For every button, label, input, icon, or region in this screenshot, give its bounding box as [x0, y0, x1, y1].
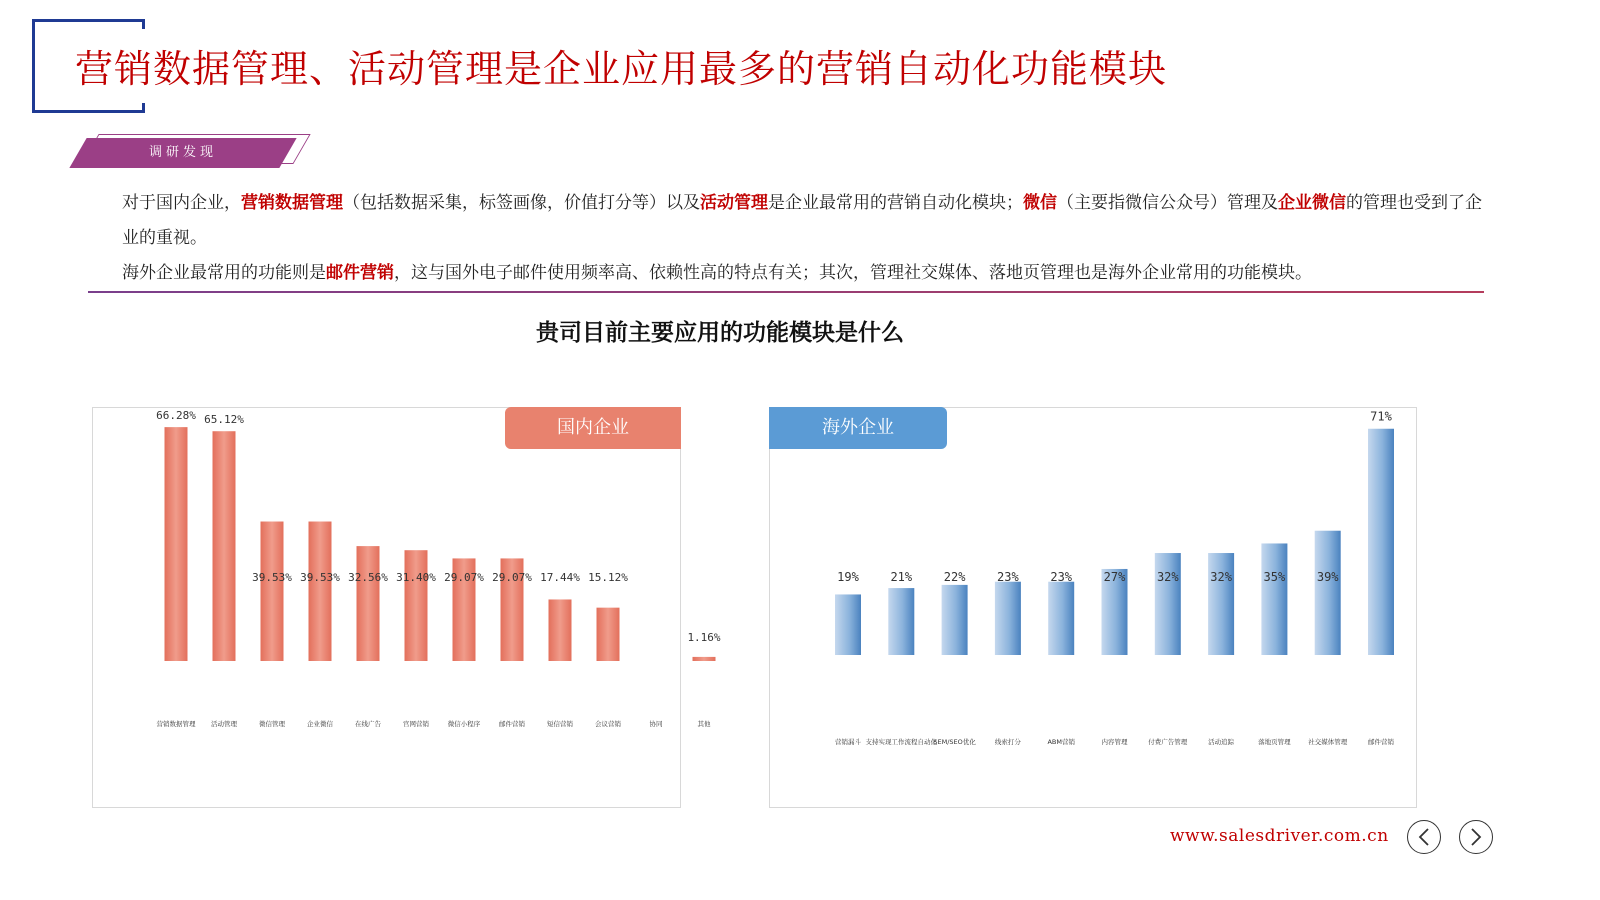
bar-9 — [597, 608, 620, 661]
category-label-0: 营销数据管理 — [156, 720, 196, 728]
data-label-8: 17.44% — [540, 571, 580, 584]
category-label-9: 会议营销 — [595, 720, 621, 728]
category-label-8: 短信营销 — [547, 720, 573, 728]
data-label-2: 39.53% — [252, 571, 292, 584]
data-label-10: 71% — [1370, 409, 1392, 424]
data-label-7: 29.07% — [492, 571, 532, 584]
bar-6 — [1155, 553, 1181, 655]
survey-question: 贵司目前主要应用的功能模块是什么 — [536, 319, 904, 346]
data-label-9: 15.12% — [588, 571, 628, 584]
bar-10 — [1368, 429, 1394, 655]
data-label-5: 31.40% — [396, 571, 436, 584]
category-label-0: 营销漏斗 — [835, 738, 861, 746]
category-label-8: 落地页管理 — [1258, 738, 1291, 746]
data-label-9: 39% — [1316, 570, 1339, 584]
category-label-2: SEM/SEO优化 — [933, 738, 976, 746]
bar-4 — [1048, 582, 1074, 655]
domestic-bar-chart — [93, 408, 721, 809]
intro-text — [122, 186, 1487, 291]
findings-tag — [78, 134, 308, 168]
highlight-wechat: 微信 — [1023, 193, 1057, 213]
category-label-6: 付费广告管理 — [1148, 738, 1188, 746]
category-label-7: 邮件营销 — [499, 720, 525, 728]
next-button[interactable] — [1459, 820, 1493, 854]
domestic-chart-title: 国内企业 — [505, 407, 681, 449]
bar-8 — [549, 599, 572, 661]
highlight-marketing-data: 营销数据管理 — [241, 193, 343, 213]
data-label-3: 39.53% — [300, 571, 340, 584]
section-divider — [88, 291, 1484, 293]
intro-paragraph-domestic — [122, 186, 1487, 256]
intro-paragraph-overseas — [122, 256, 1487, 291]
data-label-0: 19% — [837, 570, 859, 584]
data-label-7: 32% — [1210, 570, 1232, 584]
bar-2 — [261, 522, 284, 661]
intro-text-segment: （包括数据采集，标签画像，价值打分等）以及 — [343, 193, 700, 213]
prev-button[interactable] — [1407, 820, 1441, 854]
data-label-6: 32% — [1156, 570, 1179, 584]
category-label-10: 协同 — [649, 720, 663, 728]
data-label-6: 29.07% — [444, 571, 484, 584]
bar-7 — [1208, 553, 1234, 655]
bar-0 — [165, 427, 188, 661]
bar-0 — [835, 594, 861, 655]
category-label-4: 在线广告 — [355, 720, 381, 728]
highlight-activity-management: 活动管理 — [700, 193, 768, 213]
category-label-7: 活动追踪 — [1208, 738, 1235, 746]
bar-8 — [1261, 543, 1287, 655]
overseas-chart-panel — [769, 407, 1417, 808]
category-label-10: 邮件营销 — [1368, 738, 1394, 746]
bar-1 — [213, 431, 236, 661]
intro-text-segment: （主要指微信公众号）管理及 — [1057, 193, 1278, 213]
overseas-bar-chart — [770, 408, 1418, 809]
category-label-5: 官网营销 — [403, 720, 429, 728]
intro-text-segment: 的管理也受到了企业的重视。 — [122, 193, 1482, 248]
bar-5 — [405, 550, 428, 661]
domestic-chart-panel — [92, 407, 721, 808]
category-label-5: 内容管理 — [1101, 738, 1128, 746]
footer-url[interactable]: www.salesdriver.com.cn — [1170, 826, 1389, 846]
intro-text-segment: ，这与国外电子邮件使用频率高、依赖性高的特点有关；其次，管理社交媒体、落地页管理也是海外企业常用的功能模块。 — [394, 263, 1312, 283]
bar-3 — [309, 522, 332, 661]
category-label-2: 微信管理 — [259, 720, 285, 728]
data-label-1: 65.12% — [204, 413, 244, 427]
data-label-5: 27% — [1103, 570, 1126, 584]
bar-11 — [693, 657, 716, 661]
highlight-wecom: 企业微信 — [1278, 193, 1346, 213]
data-label-3: 23% — [997, 570, 1019, 584]
data-label-0: 66.28% — [156, 409, 196, 423]
intro-text-segment: 海外企业最常用的功能则是 — [122, 263, 326, 283]
data-label-4: 23% — [1050, 570, 1073, 584]
category-label-11: 其他 — [697, 720, 711, 728]
overseas-chart-title: 海外企业 — [769, 407, 947, 449]
data-label-4: 32.56% — [348, 571, 388, 584]
category-label-3: 线索打分 — [994, 738, 1021, 746]
tag-label: 调研发现 — [148, 145, 217, 160]
category-label-4: ABM营销 — [1047, 738, 1075, 746]
data-label-8: 35% — [1263, 570, 1286, 584]
data-label-11: 1.16% — [687, 630, 721, 644]
bar-4 — [357, 546, 380, 661]
category-label-1: 支持实现工作流程自动化 — [865, 738, 938, 746]
page-title: 营销数据管理、活动管理是企业应用最多的营销自动化功能模块 — [75, 47, 1168, 91]
intro-text-segment: 对于国内企业， — [122, 193, 241, 213]
data-label-2: 22% — [943, 570, 966, 584]
bar-3 — [995, 582, 1021, 655]
bar-1 — [888, 588, 914, 655]
bar-9 — [1315, 531, 1341, 655]
category-label-1: 活动管理 — [211, 720, 237, 728]
category-label-6: 微信小程序 — [447, 720, 481, 728]
category-label-9: 社交媒体管理 — [1308, 738, 1348, 746]
intro-text-segment: 是企业最常用的营销自动化模块； — [768, 193, 1023, 213]
bar-2 — [942, 585, 968, 655]
chevron-right-icon — [1469, 827, 1483, 847]
category-label-3: 企业微信 — [307, 720, 333, 728]
data-label-1: 21% — [890, 570, 913, 584]
chevron-left-icon — [1417, 827, 1431, 847]
highlight-email-marketing: 邮件营销 — [326, 263, 394, 283]
